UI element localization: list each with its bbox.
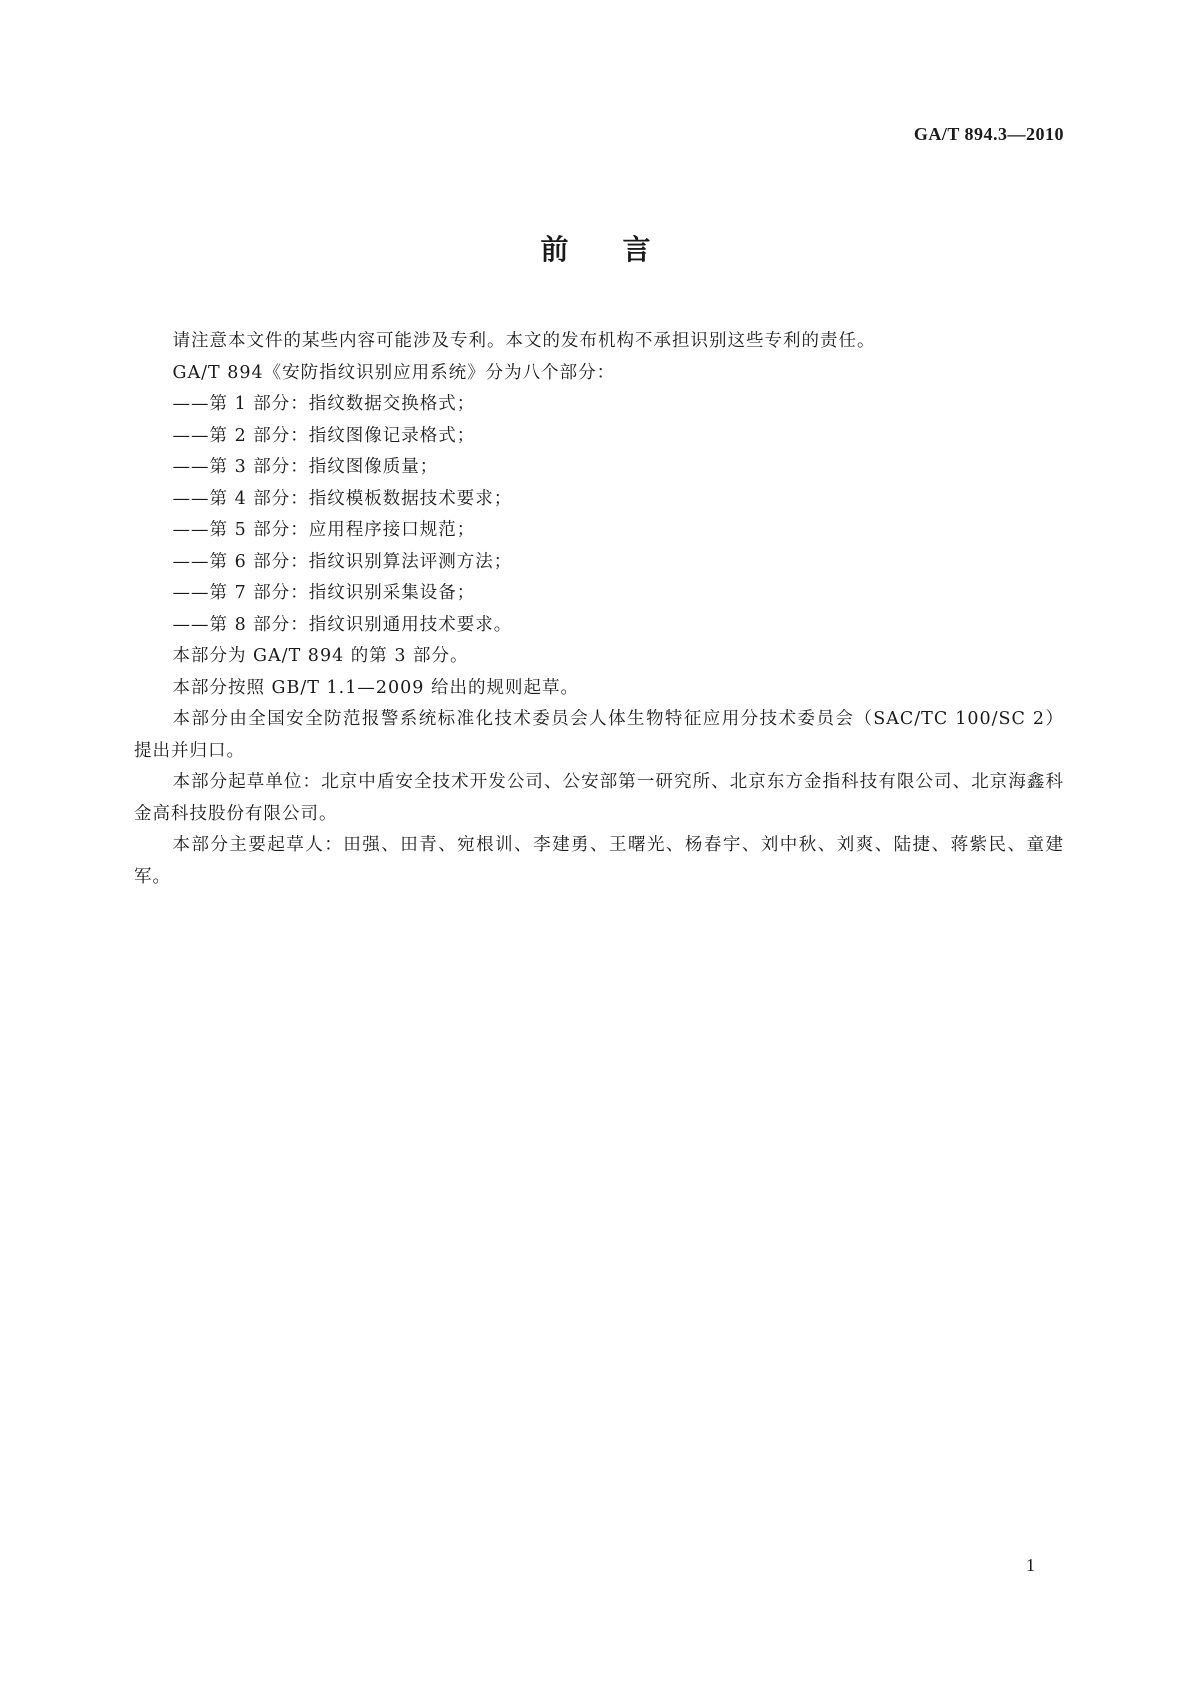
list-item: ——第 8 部分：指纹识别通用技术要求。: [172, 614, 513, 635]
list-item: ——第 2 部分：指纹图像记录格式；: [172, 425, 476, 446]
list-item: ——第 4 部分：指纹模板数据技术要求；: [172, 488, 513, 509]
paragraph: 本部分起草单位：北京中盾安全技术开发公司、公安部第一研究所、北京东方金指科技有限公司、北京海鑫科金高科技股份有限公司。: [134, 772, 1064, 824]
standard-code: GA/T 894.3—2010: [913, 124, 1064, 144]
paragraph: 请注意本文件的某些内容可能涉及专利。本文的发布机构不承担识别这些专利的责任。: [172, 331, 876, 351]
paragraph: GA/T 894《安防指纹识别应用系统》分为八个部分：: [172, 362, 616, 383]
list-item: ——第 3 部分：指纹图像质量；: [172, 457, 439, 477]
list-item: ——第 1 部分：指纹数据交换格式；: [172, 394, 476, 414]
paragraph: 本部分主要起草人：田强、田青、宛根训、李建勇、王曙光、杨春宇、刘中秋、刘爽、陆捷、蒋紫民、童建军。: [134, 835, 1064, 887]
page-number: 1: [1026, 1555, 1035, 1575]
document-body: [134, 326, 1064, 893]
page-title: 前言: [540, 233, 705, 266]
list-item: ——第 7 部分：指纹识别采集设备；: [172, 583, 476, 603]
list-item: ——第 5 部分：应用程序接口规范；: [172, 520, 476, 540]
paragraph: 本部分为 GA/T 894 的第 3 部分。: [172, 646, 469, 666]
paragraph: 本部分按照 GB/T 1.1—2009 给出的规则起草。: [172, 677, 579, 698]
list-item: ——第 6 部分：指纹识别算法评测方法；: [172, 551, 513, 572]
paragraph: 本部分由全国安全防范报警系统标准化技术委员会人体生物特征应用分技术委员会（SAC/TC 100/SC 2）提出并归口。: [134, 709, 1064, 761]
